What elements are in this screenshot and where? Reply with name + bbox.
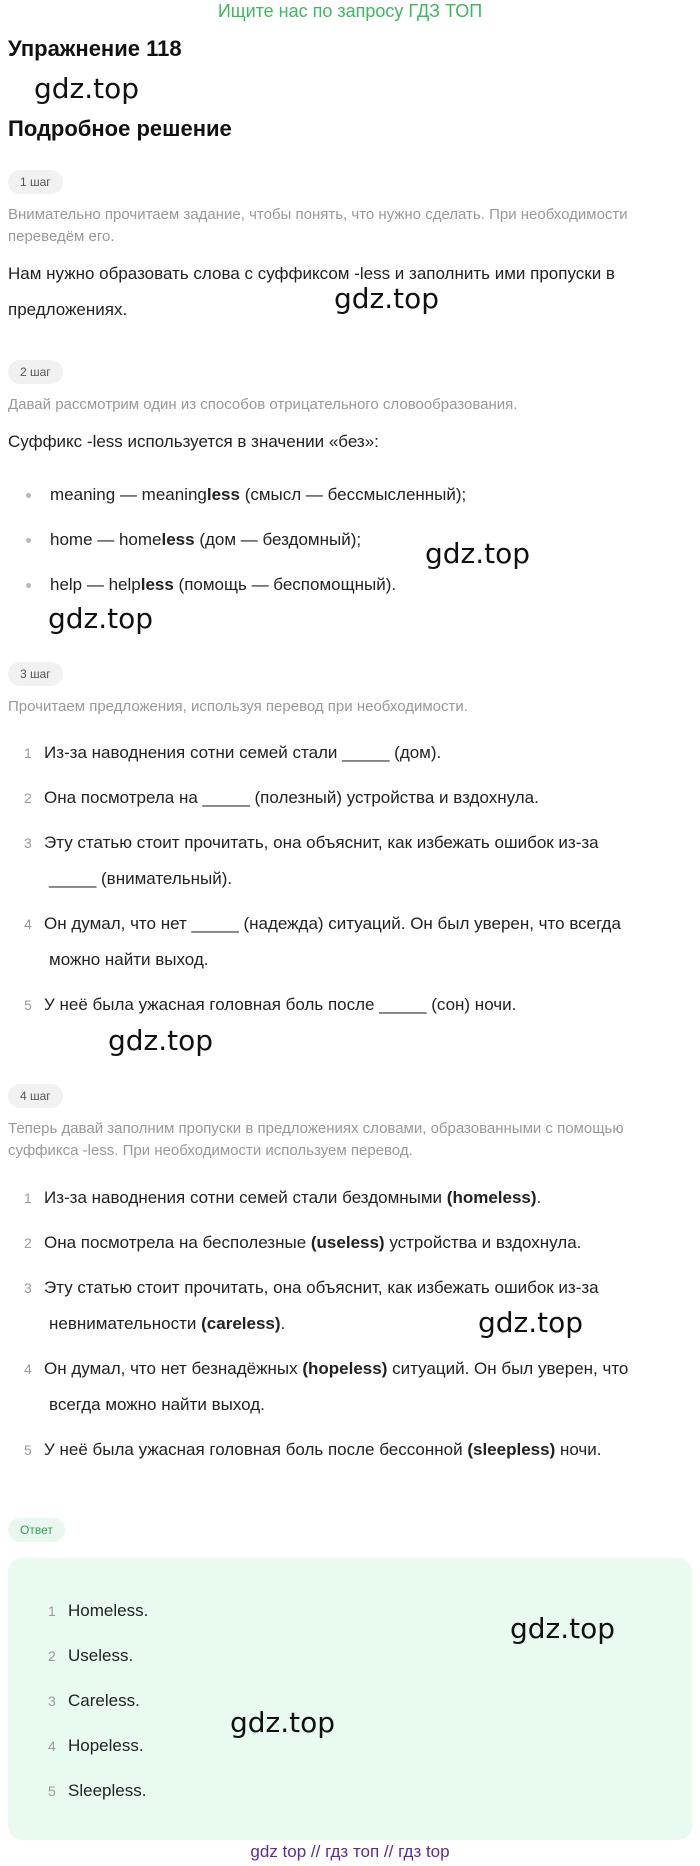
watermark: gdz.top [478, 1306, 584, 1339]
step-1-badge: 1 шаг [8, 170, 63, 194]
step-1-hint: Внимательно прочитаем задание, чтобы понять, что нужно сделать. При необходимости переведём его. [8, 206, 628, 245]
step-4-hint: Теперь давай заполним пропуски в предложениях словами, образованными с помощью суффикса -less. При необходимости используем перевод. [8, 1120, 624, 1159]
step-2-badge: 2 шаг [8, 360, 63, 384]
watermark: gdz.top [334, 282, 440, 315]
watermark: gdz.top [34, 72, 140, 105]
step-2-text: Суффикс -less используется в значении «без»: [8, 432, 379, 451]
bullet-dot [26, 538, 31, 543]
step-3-hint: Прочитаем предложения, используя перевод при необходимости. [8, 698, 468, 715]
bullet-dot [26, 583, 31, 588]
watermark: gdz.top [425, 537, 531, 570]
step-4-badge: 4 шаг [8, 1084, 63, 1108]
answer-badge: Ответ [8, 1518, 65, 1542]
watermark: gdz.top [48, 602, 154, 635]
exercise-title: Упражнение 118 [8, 36, 182, 61]
footer-links[interactable]: gdz top // гдз топ // гдз top [250, 1842, 450, 1861]
watermark: gdz.top [108, 1024, 214, 1057]
bullet-dot [26, 493, 31, 498]
solution-title: Подробное решение [8, 116, 232, 141]
step-3-badge: 3 шаг [8, 662, 63, 686]
step-1-text: Нам нужно образовать слова с суффиксом -less и заполнить ими пропуски в предложениях. [8, 264, 615, 319]
step-2-hint: Давай рассмотрим один из способов отрицательного словообразования. [8, 396, 518, 413]
watermark: gdz.top [230, 1706, 336, 1739]
watermark: gdz.top [510, 1612, 616, 1645]
top-banner: Ищите нас по запросу ГДЗ ТОП [217, 1, 483, 21]
